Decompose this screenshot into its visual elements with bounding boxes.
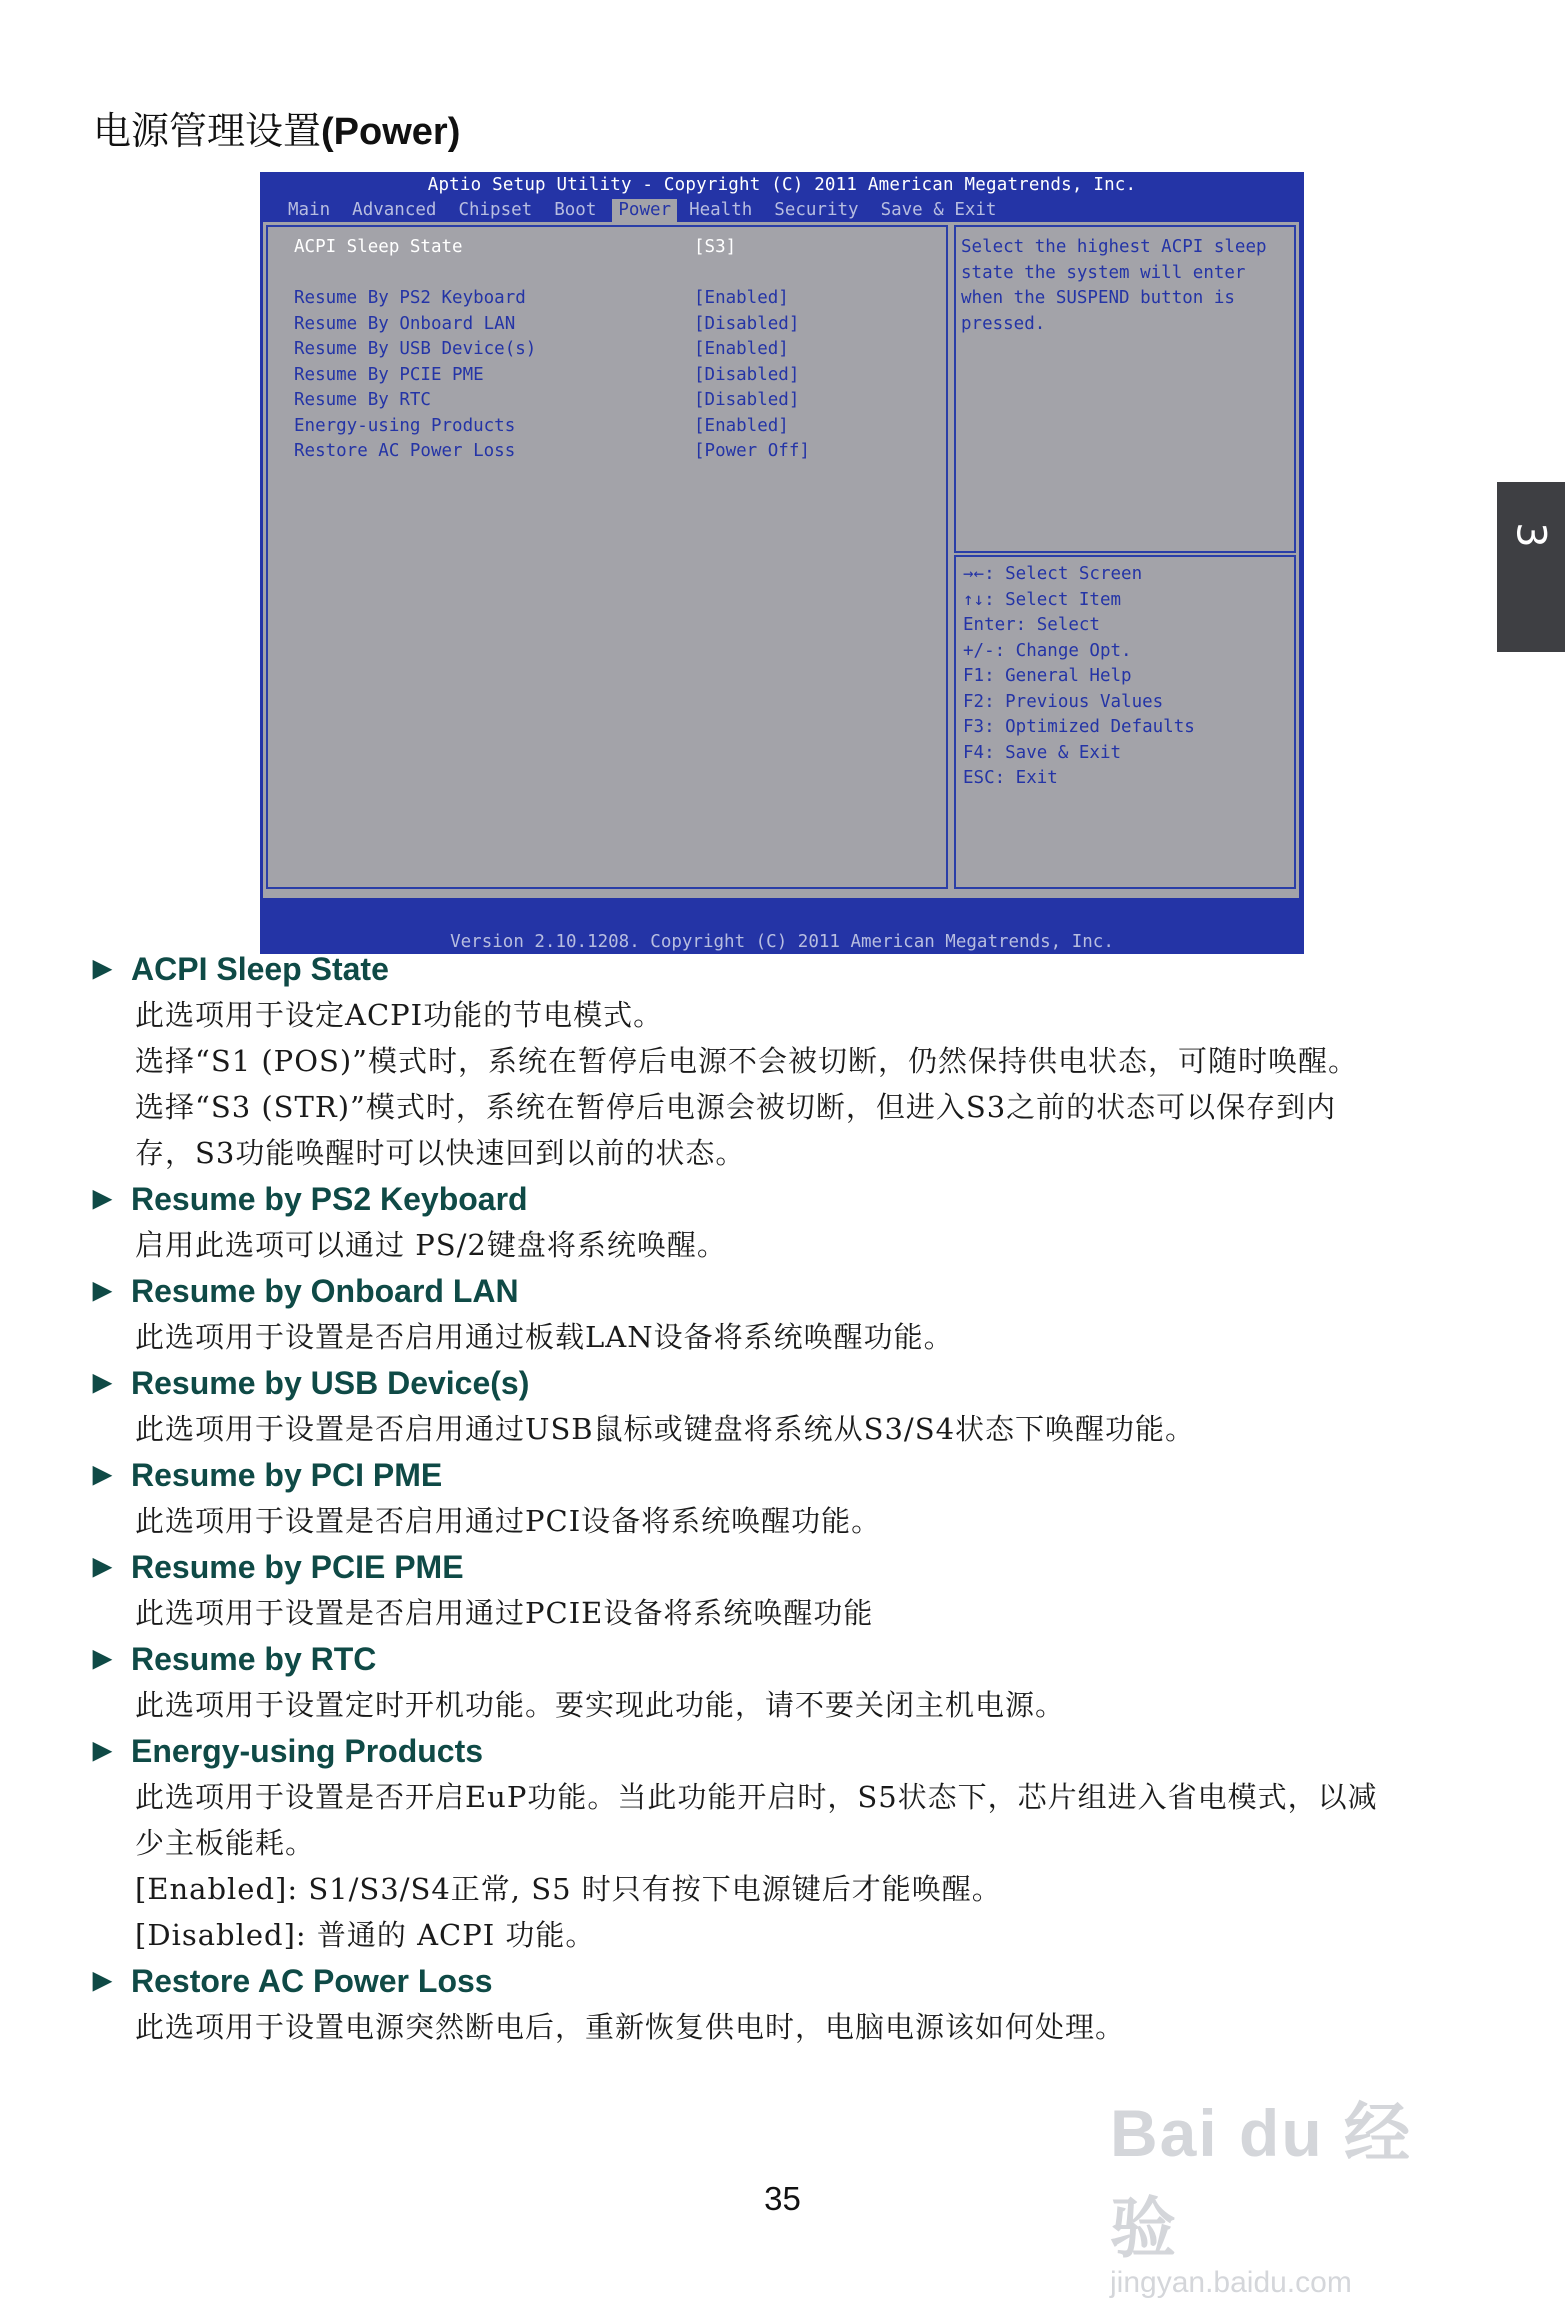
text-line: [Enabled]: S1/S3/S4正常, S5 时只有按下电源键后才能唤醒。 xyxy=(135,1872,1002,1906)
help-line: when the SUSPEND button is xyxy=(961,288,1235,308)
section-text xyxy=(135,1682,1483,1728)
watermark-sub: jingyan.baidu.com xyxy=(1110,2266,1352,2299)
bios-row-label: ACPI Sleep State xyxy=(294,237,463,257)
section-title: Resume by RTC xyxy=(131,1641,377,1677)
section-heading xyxy=(93,1452,1483,1498)
section-title: Resume by PCI PME xyxy=(131,1457,443,1493)
bios-row-value[interactable]: [Power Off] xyxy=(694,441,810,461)
triangle-bullet-icon: ▶ xyxy=(93,1967,112,1994)
section-title: ACPI Sleep State xyxy=(131,951,389,987)
section-text xyxy=(135,992,1483,1176)
section-text xyxy=(135,1498,1483,1544)
section-text xyxy=(135,1590,1483,1636)
text-line: 少主板能耗。 xyxy=(135,1826,316,1860)
chapter-number: 3 xyxy=(1507,522,1554,548)
bios-row-value[interactable]: [Enabled] xyxy=(694,415,789,436)
section-title: Energy-using Products xyxy=(131,1733,484,1769)
text-line: 此选项用于设置是否启用通过板载LAN设备将系统唤醒功能。 xyxy=(135,1320,954,1354)
triangle-bullet-icon: ▶ xyxy=(93,1185,112,1212)
section-text xyxy=(135,1314,1483,1360)
section-title: Resume by Onboard LAN xyxy=(131,1273,519,1309)
text-line: [Disabled]: 普通的 ACPI 功能。 xyxy=(135,1918,596,1952)
bios-keys-panel xyxy=(954,555,1296,889)
page-title-en: (Power) xyxy=(321,111,461,153)
page-title-cn: 电源管理设置 xyxy=(93,109,322,153)
text-line: 此选项用于设置定时开机功能。要实现此功能，请不要关闭主机电源。 xyxy=(135,1688,1066,1722)
help-line: pressed. xyxy=(961,313,1046,334)
triangle-bullet-icon: ▶ xyxy=(93,1461,112,1488)
text-line: 此选项用于设置电源突然断电后，重新恢复供电时，电脑电源该如何处理。 xyxy=(135,2010,1126,2044)
bios-body xyxy=(263,222,1299,898)
text-line: 此选项用于设置是否启用通过PCI设备将系统唤醒功能。 xyxy=(135,1504,882,1538)
bios-tab-boot[interactable]: Boot xyxy=(554,200,597,220)
key-hint: Enter: Select xyxy=(963,615,1100,635)
bios-row-label: Restore AC Power Loss xyxy=(294,441,516,461)
section-text xyxy=(135,1774,1483,1958)
key-hint: F3: Optimized Defaults xyxy=(963,717,1195,737)
help-line: Select the highest ACPI sleep xyxy=(961,237,1267,257)
chapter-tab xyxy=(1497,482,1565,652)
page-title xyxy=(93,100,460,155)
bios-row-label: Energy-using Products xyxy=(294,415,516,436)
section-text xyxy=(135,1406,1483,1452)
bios-screenshot xyxy=(260,172,1304,954)
triangle-bullet-icon: ▶ xyxy=(93,1369,112,1396)
text-line: 此选项用于设置是否开启EuP功能。当此功能开启时，S5状态下，芯片组进入省电模式，以减 xyxy=(135,1780,1378,1814)
section-heading xyxy=(93,1544,1483,1590)
bios-row-value[interactable]: [Disabled] xyxy=(694,390,800,410)
watermark-main: Bai du 经验 xyxy=(1110,2096,1413,2265)
bios-tab-main[interactable]: Main xyxy=(288,200,331,220)
bios-row-label: Resume By PCIE PME xyxy=(294,364,484,385)
triangle-bullet-icon: ▶ xyxy=(93,1553,112,1580)
key-hint: F1: General Help xyxy=(963,666,1132,686)
triangle-bullet-icon: ▶ xyxy=(93,1277,112,1304)
section-text xyxy=(135,2004,1483,2050)
key-hint: →←: Select Screen xyxy=(963,564,1143,584)
bios-settings-panel xyxy=(266,225,948,889)
bios-tab-advanced[interactable]: Advanced xyxy=(352,200,437,220)
text-line: 此选项用于设定ACPI功能的节电模式。 xyxy=(135,998,664,1032)
section-heading xyxy=(93,1636,1483,1682)
text-line: 此选项用于设置是否启用通过PCIE设备将系统唤醒功能 xyxy=(135,1596,874,1630)
bios-row-value[interactable]: [Enabled] xyxy=(694,288,789,308)
bios-row-value[interactable]: [S3] xyxy=(694,237,737,257)
key-hint: ↑↓: Select Item xyxy=(963,589,1122,610)
bios-row-label: Resume By Onboard LAN xyxy=(294,313,516,334)
section-heading xyxy=(93,1728,1483,1774)
triangle-bullet-icon: ▶ xyxy=(93,1737,112,1764)
section-heading xyxy=(93,946,1483,992)
section-heading xyxy=(93,1958,1483,2004)
bios-tab-chipset[interactable]: Chipset xyxy=(458,200,533,220)
triangle-bullet-icon: ▶ xyxy=(93,955,112,982)
key-hint: +/-: Change Opt. xyxy=(963,640,1132,661)
section-text xyxy=(135,1222,1483,1268)
key-hint: ESC: Exit xyxy=(963,768,1058,788)
bios-row-value[interactable]: [Disabled] xyxy=(694,313,800,334)
text-line: 存，S3功能唤醒时可以快速回到以前的状态。 xyxy=(135,1136,746,1170)
section-heading xyxy=(93,1268,1483,1314)
descriptions xyxy=(93,946,1483,2050)
bios-row-value[interactable]: [Disabled] xyxy=(694,364,800,385)
key-hint: F4: Save & Exit xyxy=(963,742,1122,763)
bios-row-value[interactable]: [Enabled] xyxy=(694,339,789,359)
bios-row-label: Resume By PS2 Keyboard xyxy=(294,288,526,308)
page-number: 35 xyxy=(764,2180,801,2217)
section-heading xyxy=(93,1360,1483,1406)
text-line: 启用此选项可以通过 PS/2键盘将系统唤醒。 xyxy=(135,1228,727,1262)
section-title: Resume by USB Device(s) xyxy=(131,1365,530,1401)
section-title: Resume by PS2 Keyboard xyxy=(131,1181,528,1217)
bios-tab-power[interactable]: Power xyxy=(612,199,677,222)
bios-tab-security[interactable]: Security xyxy=(774,200,859,220)
text-line: 此选项用于设置是否启用通过USB鼠标或键盘将系统从S3/S4状态下唤醒功能。 xyxy=(135,1412,1196,1446)
bios-row-label: Resume By USB Device(s) xyxy=(294,339,537,359)
text-line: 选择“S3 (STR)”模式时，系统在暂停后电源会被切断，但进入S3之前的状态可以保存到内 xyxy=(135,1090,1337,1124)
bios-help-panel xyxy=(954,225,1296,553)
section-heading xyxy=(93,1176,1483,1222)
help-line: state the system will enter xyxy=(961,262,1246,283)
bios-tab-bar xyxy=(282,199,1012,222)
bios-tab-health[interactable]: Health xyxy=(689,200,753,220)
bios-footer: Version 2.10.1208. Copyright (C) 2011 American Megatrends, Inc. xyxy=(450,932,1114,952)
bios-row-label: Resume By RTC xyxy=(294,390,431,410)
text-line: 选择“S1 (POS)”模式时，系统在暂停后电源不会被切断，仍然保持供电状态，可随时唤醒。 xyxy=(135,1044,1358,1078)
bios-tab-save-exit[interactable]: Save & Exit xyxy=(880,200,997,220)
section-title: Resume by PCIE PME xyxy=(131,1549,464,1585)
bios-header: Aptio Setup Utility - Copyright (C) 2011 American Megatrends, Inc. xyxy=(427,175,1137,195)
section-title: Restore AC Power Loss xyxy=(131,1963,493,1999)
triangle-bullet-icon: ▶ xyxy=(93,1645,112,1672)
key-hint: F2: Previous Values xyxy=(963,691,1164,712)
